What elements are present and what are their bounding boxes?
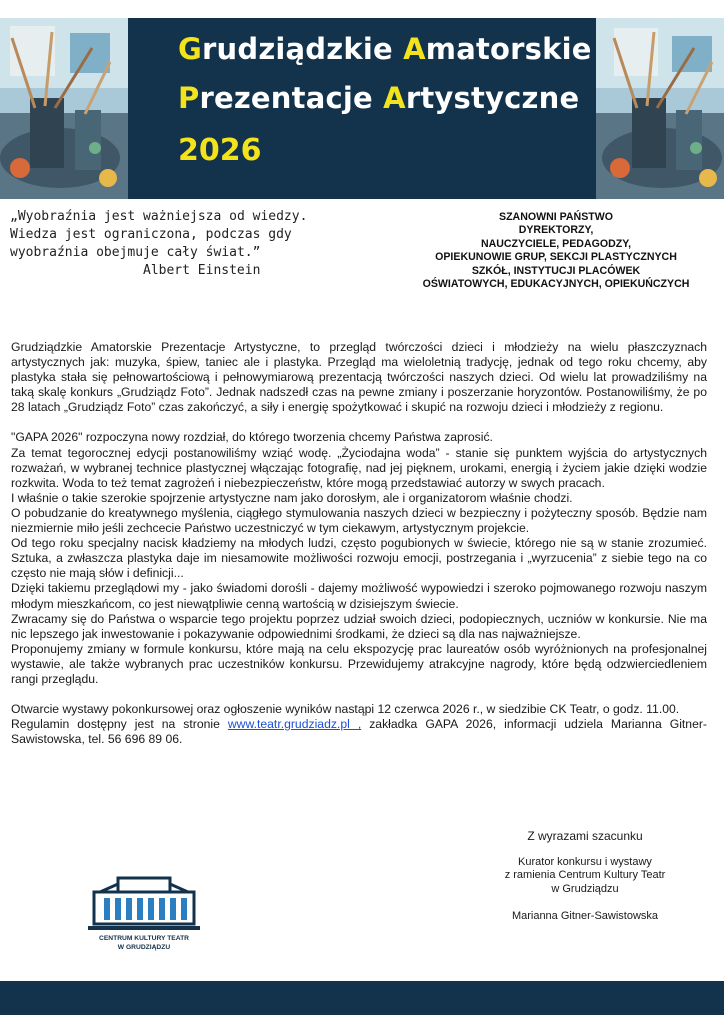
logo-line-1: CENTRUM KULTURY TEATR xyxy=(98,935,190,942)
paragraph: O pobudzanie do kreatywnego myślenia, ciągłego stymulowania naszych dzieci w bezpieczny i pożyteczny sposób. Będzie nam niezmiernie miło jeśli zechcecie Państwo uczestniczyć w tym ciekawym, artystycznym projekcie. xyxy=(11,505,707,536)
paragraph: Otwarcie wystawy pokonkursowej oraz ogłoszenie wyników nastąpi 12 czerwca 2026 r., w siedzibie CK Teatr, o godz. 11.00. xyxy=(11,702,680,717)
paragraph: I właśnie o takie szerokie spojrzenie artystyczne nam jako dorosłym, ale i organizatorom właśnie chodzi. xyxy=(11,490,573,505)
closing-role: Kurator konkursu i wystawy xyxy=(518,855,652,868)
addressee-line: OPIEKUNOWIE GRUP, SEKCJI PLASTYCZNYCH xyxy=(435,251,677,264)
signatory-name: Marianna Gitner-Sawistowska xyxy=(511,910,659,922)
addressee-line: NAUCZYCIELE, PEDAGODZY, xyxy=(480,237,632,250)
closing-role: z ramienia Centrum Kultury Teatr xyxy=(504,869,666,881)
addressee-line: DYREKTORZY, xyxy=(518,224,594,237)
addressee-block xyxy=(396,211,716,291)
paint-brushes-image-left xyxy=(0,18,128,199)
quote-line: Wiedza jest ograniczona, podczas gdy xyxy=(10,227,292,242)
contact-text-after: zakładka GAPA 2026, informacji udziela Marianna Gitner-Sawistowska, tel. 56 696 89 06. xyxy=(11,717,707,747)
ck-teatr-logo xyxy=(88,872,200,939)
event-year: 2026 xyxy=(178,133,262,168)
quote-line: „Wyobraźnia jest ważniejsza od wiedzy. xyxy=(10,209,308,224)
letter-body xyxy=(11,340,707,747)
addressee-line: SZANOWNI PAŃSTWO xyxy=(499,211,613,223)
title-line-1: Grudziądzkie Amatorskie xyxy=(178,32,592,66)
title-line-2: Prezentacje Artystyczne xyxy=(178,81,580,115)
addressee-line: SZKÓŁ, INSTYTUCJI PLACÓWEK xyxy=(471,264,641,277)
addressee-line: OŚWIATOWYCH, EDUKACYJNYCH, OPIEKUŃCZYCH xyxy=(422,278,690,291)
header xyxy=(0,0,724,199)
paint-brushes-image-right xyxy=(596,18,724,199)
contact-text-before: Regulamin dostępny jest na stronie xyxy=(11,717,228,732)
closing-regards: Z wyrazami szacunku xyxy=(527,829,643,843)
footer-bar xyxy=(0,981,724,1015)
paragraph: Proponujemy zmiany w formule konkursu, które mają na celu ekspozycję prac laureatów osób wyróżnionych na profesjonalnej wystawie, ale także wybranych prac uczestników konkursu. Przewidujemy atrakcyjne nagrody, które będą odzwierciedleniem rangi przeglądu. xyxy=(11,641,707,686)
paragraph: Od tego roku specjalny nacisk kładziemy na młodych ludzi, często pogubionych w świecie, którego nie są w stanie zrozumieć. Sztuka, a zwłaszcza plastyka daje im niesamowite możliwości rozwoju emocji, postrzegania i „wyrzucenia” z siebie tego na co często nie mają słów i definicji... xyxy=(11,536,707,581)
paragraph: Dzięki takiemu przeglądowi my - jako świadomi dorośli - dajemy możliwość wypowiedzi i szeroko pojmowanego rozwoju naszym młodym mieszkańcom, co jest niewątpliwie cenną wartością w dzisiejszym świecie. xyxy=(11,581,707,611)
closing-block xyxy=(470,830,700,924)
paragraph: "GAPA 2026" rozpoczyna nowy rozdział, do którego tworzenia chcemy Państwa zaprosić. xyxy=(11,430,493,445)
quote-line: wyobraźnia obejmuje cały świat.” xyxy=(10,245,261,260)
paragraph: Za temat tegorocznej edycji postanowiliśmy wziąć wodę. „Życiodajna woda” - stanie się punktem wyjścia do artystycznych rozważań, w wybranej technice plastycznej włączając fotografię, nad jej pięknem, urokami, energią i życiem jakie dzięki wodzie rozkwita. Woda to też temat zagrożeń i niebezpieczeństw, które mogą przedstawiać autorzy w swych pracach. xyxy=(11,445,707,490)
logo-line-2: W GRUDZIĄDZU xyxy=(117,943,171,951)
paragraph-contact xyxy=(11,717,707,747)
paragraph: Grudziądzkie Amatorskie Prezentacje Artystyczne, to przegląd twórczości dzieci i młodzieży na wielu płaszczyznach artystycznych jak: muzyka, śpiew, taniec ale i plastyka. Przegląd ma wieloletnią tradycję, jednak od tego roku chcemy, aby plastyka stała się pełnowartościową i pełnowymiarową prezentacją twórczości naszych dzieci. Od wielu lat prowadziliśmy na taką skalę konkurs „Grudziądz Foto”. Jednak nadszedł czas na pewne zmiany i poszerzanie horyzontów. Postanowiliśmy, że po 28 latach „Grudziądz Foto” czas zakończyć, a siły i energię spożytkować i skupić na rozwoju dzieci i młodzieży z regionu. xyxy=(11,340,707,415)
paragraph: Zwracamy się do Państwa o wsparcie tego projektu poprzez udział swoich dzieci, podopiecznych, uczniów w konkursie. Nie ma nic lepszego jak inwestowanie i pokazywanie odpowiednimi środkami, że dzieci są dla nas najważniejsze. xyxy=(11,611,707,641)
theatre-building-icon xyxy=(88,872,200,934)
logo-caption xyxy=(70,935,218,952)
closing-role: w Grudziądzu xyxy=(551,882,619,895)
einstein-quote xyxy=(10,208,310,280)
quote-author: Albert Einstein xyxy=(143,263,261,278)
website-link[interactable]: www.teatr.grudziadz.pl , xyxy=(227,717,362,732)
